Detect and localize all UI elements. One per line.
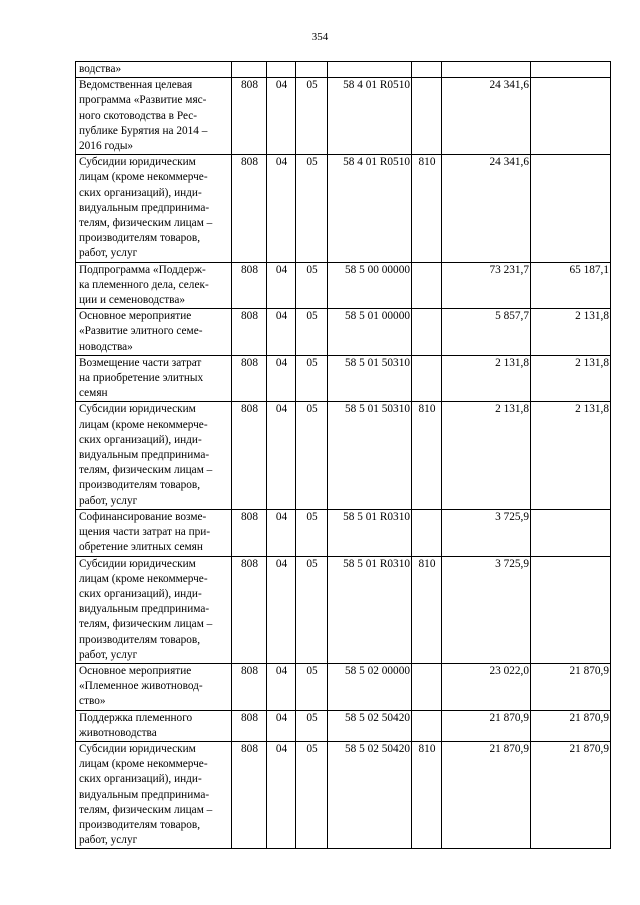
- cell-vr: [412, 355, 442, 402]
- cell-name-line: обретение элитных семян: [79, 541, 203, 554]
- cell-pr: 05: [296, 710, 328, 741]
- cell-pr: 05: [296, 402, 328, 509]
- cell-name-line: ских организаций), инди-: [79, 186, 202, 199]
- cell-pr: 05: [296, 741, 328, 848]
- cell-pr: 05: [296, 509, 328, 556]
- cell-name: [76, 402, 232, 509]
- cell-name-line: видуальным предпринима-: [79, 449, 210, 462]
- cell-vr: [412, 509, 442, 556]
- cell-vr: 810: [412, 402, 442, 509]
- cell-name-line: работ, услуг: [79, 247, 138, 260]
- cell-name: [76, 741, 232, 848]
- cell-name-line: «Развитие элитного семе-: [79, 325, 203, 338]
- cell-sum-1: 2 131,8: [442, 402, 531, 509]
- cell-rz: 04: [267, 710, 296, 741]
- cell-pr: 05: [296, 663, 328, 710]
- cell-name-line: ного скотоводства в Рес-: [79, 109, 198, 122]
- cell-name-line: 2016 годы»: [79, 140, 134, 153]
- cell-vr: [412, 309, 442, 356]
- cell-sum-2: 2 131,8: [531, 355, 611, 402]
- cell-name-line: Основное мероприятие: [79, 310, 192, 323]
- cell-name-line: телям, физическим лицам –: [79, 803, 213, 816]
- cell-pr: [296, 62, 328, 78]
- cell-pr: 05: [296, 262, 328, 309]
- cell-name-line: новодства»: [79, 340, 133, 353]
- cell-ved: 808: [232, 663, 267, 710]
- cell-rz: 04: [267, 402, 296, 509]
- table-row: [76, 402, 611, 509]
- cell-sum-1: 21 870,9: [442, 741, 531, 848]
- cell-rz: 04: [267, 262, 296, 309]
- cell-pr: 05: [296, 78, 328, 155]
- cell-name-line: Возмещение части затрат: [79, 356, 202, 369]
- table-row: [76, 78, 611, 155]
- cell-name-line: ство»: [79, 695, 106, 708]
- cell-vr: [412, 262, 442, 309]
- budget-table: [75, 61, 611, 849]
- cell-vr: [412, 62, 442, 78]
- cell-sum-1: 2 131,8: [442, 355, 531, 402]
- table-row: [76, 710, 611, 741]
- cell-sum-2: [531, 509, 611, 556]
- cell-rz: [267, 62, 296, 78]
- cell-name-line: Ведомственная целевая: [79, 79, 193, 92]
- cell-name-line: видуальным предпринима-: [79, 201, 210, 214]
- cell-name-line: ции и семеноводства»: [79, 294, 185, 307]
- cell-name-line: работ, услуг: [79, 648, 138, 661]
- table-row: [76, 556, 611, 663]
- cell-sum-2: 21 870,9: [531, 741, 611, 848]
- cell-pr: 05: [296, 556, 328, 663]
- cell-sum-2: [531, 155, 611, 262]
- cell-name-line: работ, услуг: [79, 494, 138, 507]
- cell-name-line: лицам (кроме некоммерче-: [79, 171, 208, 184]
- cell-name-line: семян: [79, 387, 108, 400]
- cell-name-line: ских организаций), инди-: [79, 433, 202, 446]
- table-row: [76, 355, 611, 402]
- cell-name-line: водства»: [79, 63, 122, 75]
- cell-csr: 58 4 01 R0510: [328, 155, 412, 262]
- cell-ved: 808: [232, 309, 267, 356]
- cell-ved: 808: [232, 155, 267, 262]
- cell-name-line: видуальным предпринима-: [79, 788, 210, 801]
- cell-vr: [412, 78, 442, 155]
- cell-name: [76, 710, 232, 741]
- cell-name-line: Субсидии юридическим: [79, 403, 196, 416]
- cell-name: [76, 355, 232, 402]
- cell-sum-1: 24 341,6: [442, 78, 531, 155]
- cell-csr: 58 5 01 00000: [328, 309, 412, 356]
- cell-ved: 808: [232, 402, 267, 509]
- cell-name-line: на приобретение элитных: [79, 372, 204, 385]
- budget-table-body: [76, 62, 611, 849]
- cell-csr: 58 5 01 50310: [328, 402, 412, 509]
- cell-name-line: производителям товаров,: [79, 232, 201, 245]
- cell-sum-1: 73 231,7: [442, 262, 531, 309]
- cell-sum-1: 3 725,9: [442, 509, 531, 556]
- cell-name-line: ка племенного дела, селек-: [79, 278, 209, 291]
- cell-csr: 58 5 02 50420: [328, 710, 412, 741]
- cell-csr: 58 5 01 50310: [328, 355, 412, 402]
- cell-name-line: Основное мероприятие: [79, 664, 192, 677]
- cell-csr: 58 5 01 R0310: [328, 509, 412, 556]
- cell-vr: 810: [412, 741, 442, 848]
- cell-csr: [328, 62, 412, 78]
- cell-vr: [412, 710, 442, 741]
- cell-ved: 808: [232, 741, 267, 848]
- cell-vr: [412, 663, 442, 710]
- cell-name-line: щения части затрат на при-: [79, 526, 211, 539]
- cell-name-line: телям, физическим лицам –: [79, 217, 213, 230]
- cell-sum-2: 65 187,1: [531, 262, 611, 309]
- table-row: [76, 155, 611, 262]
- cell-name-line: лицам (кроме некоммерче-: [79, 758, 208, 771]
- cell-name-line: лицам (кроме некоммерче-: [79, 418, 208, 431]
- cell-rz: 04: [267, 155, 296, 262]
- cell-sum-1: 23 022,0: [442, 663, 531, 710]
- cell-name-line: видуальным предпринима-: [79, 603, 210, 616]
- cell-name-line: Субсидии юридическим: [79, 742, 196, 755]
- cell-name: [76, 78, 232, 155]
- cell-name-line: лицам (кроме некоммерче-: [79, 572, 208, 585]
- cell-rz: 04: [267, 355, 296, 402]
- cell-rz: 04: [267, 741, 296, 848]
- cell-rz: 04: [267, 556, 296, 663]
- cell-name: [76, 62, 232, 78]
- cell-sum-1: 24 341,6: [442, 155, 531, 262]
- cell-name-line: производителям товаров,: [79, 818, 201, 831]
- cell-sum-1: 3 725,9: [442, 556, 531, 663]
- cell-sum-2: 21 870,9: [531, 663, 611, 710]
- cell-name: [76, 309, 232, 356]
- cell-rz: 04: [267, 78, 296, 155]
- cell-name: [76, 509, 232, 556]
- cell-name: [76, 556, 232, 663]
- cell-sum-2: 2 131,8: [531, 309, 611, 356]
- cell-csr: 58 5 02 50420: [328, 741, 412, 848]
- cell-csr: 58 5 01 R0310: [328, 556, 412, 663]
- cell-name-line: производителям товаров,: [79, 633, 201, 646]
- cell-sum-1: 5 857,7: [442, 309, 531, 356]
- cell-name-line: работ, услуг: [79, 834, 138, 847]
- cell-vr: 810: [412, 556, 442, 663]
- table-row: [76, 262, 611, 309]
- cell-name-line: ских организаций), инди-: [79, 773, 202, 786]
- cell-name: [76, 663, 232, 710]
- cell-ved: 808: [232, 509, 267, 556]
- cell-sum-2: 2 131,8: [531, 402, 611, 509]
- cell-name: [76, 155, 232, 262]
- cell-rz: 04: [267, 309, 296, 356]
- cell-pr: 05: [296, 355, 328, 402]
- cell-vr: 810: [412, 155, 442, 262]
- cell-ved: 808: [232, 710, 267, 741]
- cell-pr: 05: [296, 309, 328, 356]
- table-row: [76, 509, 611, 556]
- table-row: [76, 663, 611, 710]
- cell-rz: 04: [267, 509, 296, 556]
- cell-name: [76, 262, 232, 309]
- cell-sum-2: [531, 78, 611, 155]
- cell-name-line: производителям товаров,: [79, 479, 201, 492]
- table-row: [76, 741, 611, 848]
- cell-ved: 808: [232, 355, 267, 402]
- cell-ved: 808: [232, 78, 267, 155]
- cell-csr: 58 5 02 00000: [328, 663, 412, 710]
- cell-name-line: «Племенное животновод-: [79, 680, 203, 693]
- cell-name-line: Поддержка племенного: [79, 711, 193, 724]
- cell-pr: 05: [296, 155, 328, 262]
- cell-name-line: животноводства: [79, 726, 157, 739]
- cell-name-line: телям, физическим лицам –: [79, 618, 213, 631]
- cell-sum-1: 21 870,9: [442, 710, 531, 741]
- cell-sum-2: [531, 62, 611, 78]
- cell-name-line: ских организаций), инди-: [79, 587, 202, 600]
- page-number: 354: [311, 31, 329, 43]
- table-row: [76, 62, 611, 78]
- cell-name-line: Субсидии юридическим: [79, 557, 196, 570]
- table-row: [76, 309, 611, 356]
- cell-csr: 58 5 00 00000: [328, 262, 412, 309]
- cell-sum-2: 21 870,9: [531, 710, 611, 741]
- cell-ved: 808: [232, 556, 267, 663]
- cell-name-line: Подпрограмма «Поддерж-: [79, 263, 206, 276]
- cell-name-line: телям, физическим лицам –: [79, 464, 213, 477]
- cell-rz: 04: [267, 663, 296, 710]
- cell-name-line: Субсидии юридическим: [79, 156, 196, 169]
- cell-name-line: Софинансирование возме-: [79, 510, 207, 523]
- cell-sum-1: [442, 62, 531, 78]
- cell-ved: 808: [232, 262, 267, 309]
- cell-ved: [232, 62, 267, 78]
- cell-sum-2: [531, 556, 611, 663]
- cell-name-line: публике Бурятия на 2014 –: [79, 124, 208, 137]
- cell-name-line: программа «Развитие мяс-: [79, 94, 207, 107]
- cell-csr: 58 4 01 R0510: [328, 78, 412, 155]
